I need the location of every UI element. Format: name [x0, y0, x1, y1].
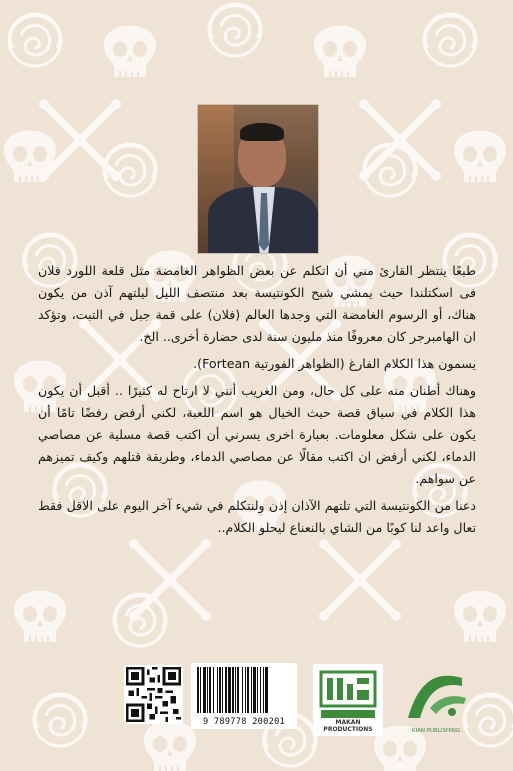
paragraph-intro: طبعًا ينتظر القارئ مني أن اتكلم عن بعض الظواهر الغامضة مثل قلعة اللورد فلان فى اسكتلندا حيث يمشي شبح الكونتيسة بعد منتصف الليل ليلتهم آذن من يكون هناك، أو الرسوم الغامضة التي وجدها العالم (فلان) على قمة جبل في التبت، وتؤكد ان الهامبرجر كان معروفًا منذ مليون سنة لدى حضارة أخرى.. الخ.	[38, 263, 476, 344]
isbn-number: 9 789778 200201	[202, 717, 286, 727]
kian-publishing-logo	[400, 668, 472, 734]
back-cover-text	[38, 260, 476, 544]
paragraph-fortean: يسمون هذا الكلام الفارغ (الظواهر الفورتية Fortean).	[193, 356, 476, 371]
makan-productions-logo	[313, 664, 383, 736]
isbn-barcode	[191, 663, 297, 729]
author-photo	[197, 104, 319, 254]
paragraph-closing: دعنا من الكونتيسة التي تلتهم الآذان إذن ولنتكلم في شيء آخر اليوم على الاقل فقط تعال واعد لنا كوبًا من الشاي بالنعناع ليحلو الكلام..	[38, 498, 476, 535]
qr-code	[124, 665, 183, 724]
makan-productions-label: MAKAN PRODUCTIONS	[323, 719, 373, 733]
kian-publishing-label: KIAN PUBLISHING	[411, 728, 461, 734]
paragraph-opinion: وهناك أطنان منه على كل حال، ومن الغريب أنني لا ارتاح له كثيرًا .. أقبل أن يكون هذا الكلام في سياق قصة حيث الخيال هو اسم اللعبة، لكني أرفض رفضًا تامًا أن يكون على شكل معلومات. بعبارة اخرى يسرني أن اكتب قصة مسلية عن مصاصي الدماء، لكني أرفض ان اكتب مقالًا عن مصاصي الدماء، وطريقة قتلهم وكيف تميزهم عن سواهم.	[38, 383, 476, 486]
